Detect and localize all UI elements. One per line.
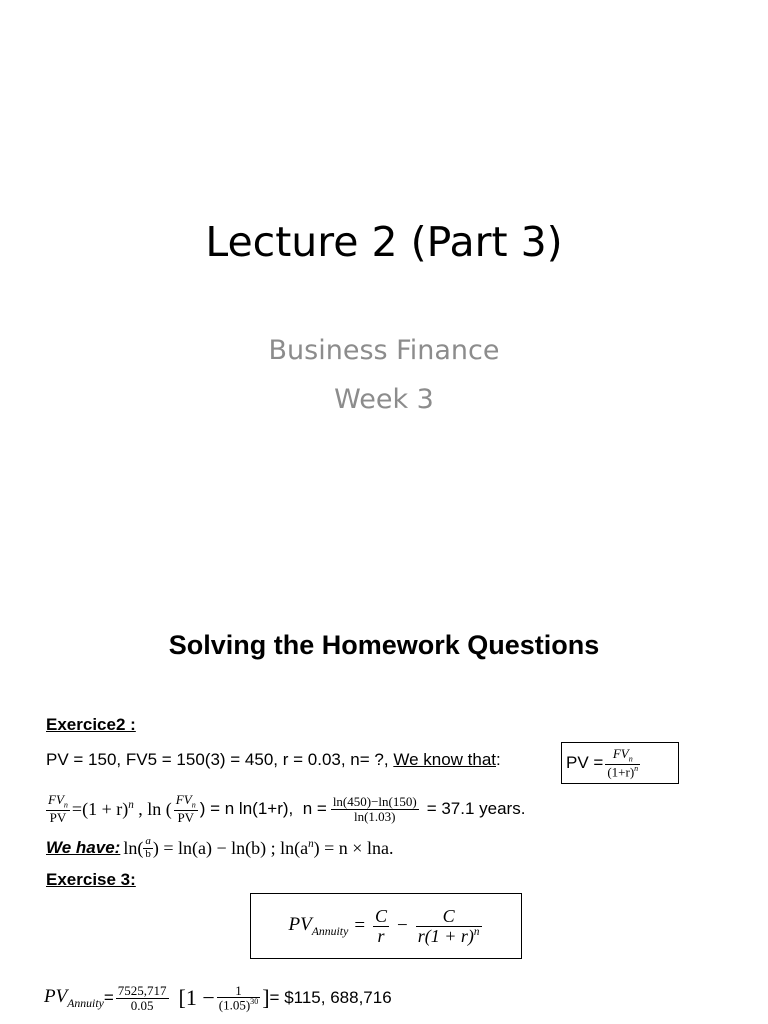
slide-subtitle-course: Business Finance [268,335,500,366]
calc-den: 0.05 [130,997,154,1013]
a-over-b [143,836,153,860]
ln-close: ) = n ln(1+r), n = [199,799,327,818]
fv-over-pv [46,793,70,825]
fv-sub: n [63,800,68,810]
annuity-calculation-line [44,976,392,1020]
c-over-r1rn [416,907,482,946]
pv-formula-box [561,742,679,784]
calc-lhs [44,986,104,1011]
calc-fraction [116,984,169,1012]
annuity-eq: = [354,915,366,936]
identity-end: ) = n × lna. [313,837,394,858]
c-over-r [373,907,389,946]
calc-inner-den-sup: 30 [250,997,259,1007]
exercise2-given-line [46,750,501,770]
identity-sup: n [308,837,314,850]
n-fraction [331,795,419,823]
slide-subtitle-week: Week 3 [334,384,434,415]
pv-den-sup: n [634,764,639,774]
fv-text: FV [48,792,64,808]
n-result: = 37.1 years. [426,799,526,818]
c2-text: C [416,907,482,927]
ln-fv-sub: n [191,800,196,810]
calc-lhs-sub: Annuity [67,996,104,1010]
a-text: a [145,834,151,847]
calc-eq: = [103,988,114,1007]
identity-rest [153,838,394,859]
den2-text: r(1 + r) [417,925,474,946]
section-heading: Solving the Homework Questions [168,630,600,660]
pv-den: (1+r) [607,764,635,780]
calc-bracket-open: [1 − [178,985,215,1010]
n-den: ln(1.03) [353,808,396,824]
annuity-lhs-sub: Annuity [311,924,349,938]
c1-text: C [375,905,388,926]
den2-sup: n [473,925,480,938]
pv-fraction [605,747,640,779]
exercise3-label: Exercise 3: [46,870,136,889]
exercise2-solution-line [44,787,525,831]
annuity-minus: − [397,915,408,936]
calc-result: = $115, 688,716 [269,988,392,1007]
growth-eq-sup: n [128,798,134,811]
r1-text: r [377,925,385,946]
calc-lhs-text: PV [44,985,68,1007]
pv-lhs: PV = [566,753,604,772]
exercise2-label: Exercice2 : [46,715,136,734]
calc-inner-num: 1 [217,984,260,999]
calc-inner-fraction [217,984,260,1013]
n-num: ln(450)−ln(150) [332,793,417,809]
pv-den-text: PV [49,810,67,826]
pv-num: FV [612,745,629,761]
annuity-lhs-text: PV [288,913,312,935]
calc-inner-den: (1.05) [218,997,251,1013]
slide-title: Lecture 2 (Part 3) [205,218,563,266]
growth-eq [72,799,134,820]
ln-pv-text: PV [177,810,195,826]
ln-fv-over-pv [174,793,198,825]
calc-bracket-close: ] [262,985,270,1010]
ln-label: ln( [123,837,144,858]
annuity-lhs [288,914,348,939]
given-values: PV = 150, FV5 = 150(3) = 450, r = 0.03, n= ?, [46,750,389,769]
ln-open: , ln ( [133,798,172,819]
identity-text: ) = ln(a) − ln(b) ; ln(a [152,837,309,858]
annuity-formula-box [250,893,522,959]
pv-num-sub: n [628,754,633,764]
growth-eq-text: =(1 + r) [71,798,129,819]
we-have-label: We have: [46,838,121,857]
log-identity-line [46,833,393,863]
colon: : [496,750,501,769]
b-text: b [145,847,151,860]
calc-num: 7525,717 [117,982,167,998]
ln-fv-text: FV [175,792,192,808]
we-know-that: We know that [393,750,497,769]
